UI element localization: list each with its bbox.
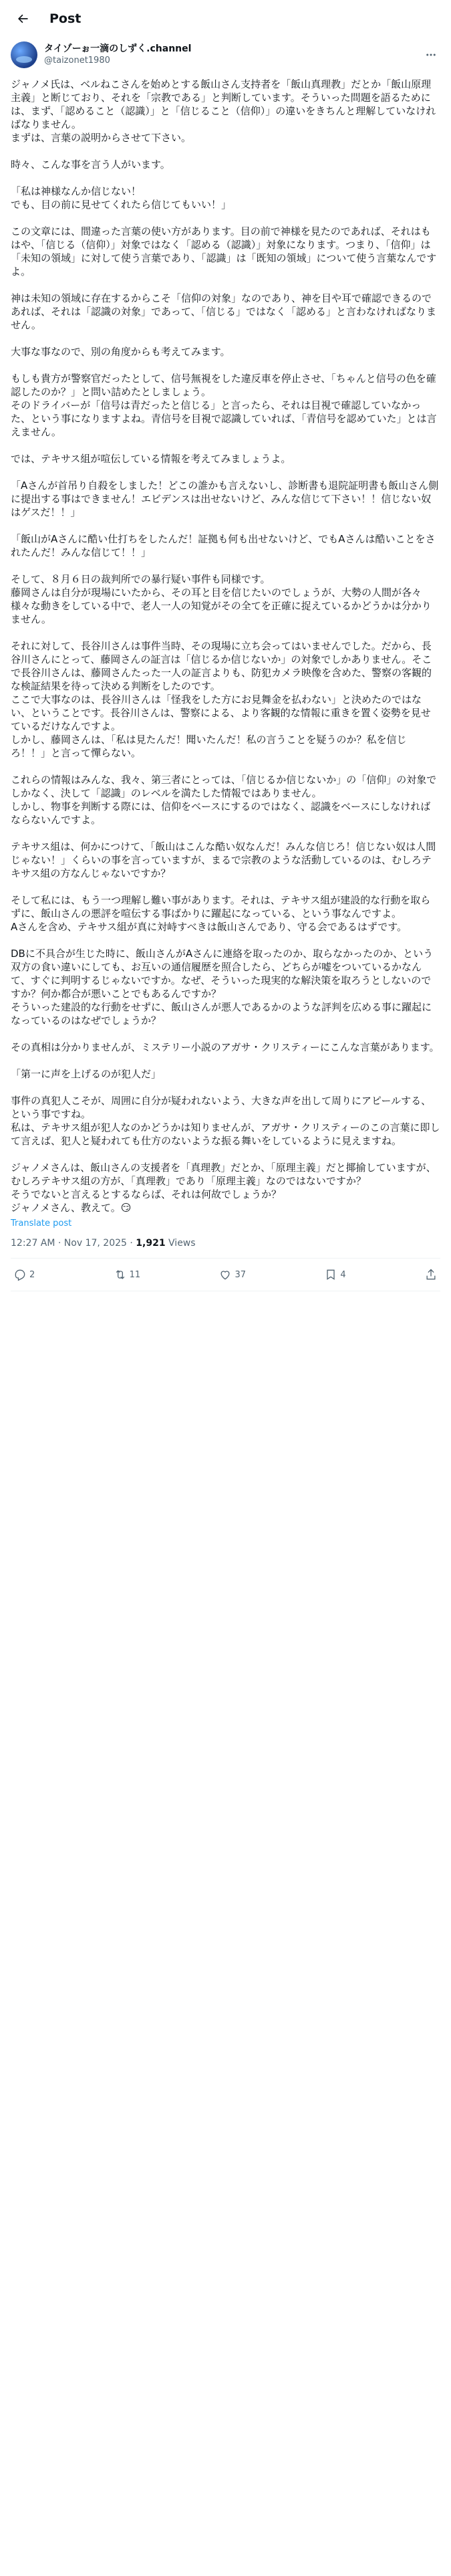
author-meta	[44, 43, 422, 66]
post-paragraph: テキサス組は、何かにつけて、「飯山はこんな酷い奴なんだ！みんな信じろ！信じない奴は人間じゃない！」くらいの事を言っていますが、まるで宗教のような活動しているのは、むしろテキサス組の方なんじゃないですか？	[11, 841, 436, 879]
repost-icon	[114, 1268, 127, 1281]
top-bar	[0, 0, 451, 37]
post-paragraph: ジャノメ氏は、ベルねこさんを始めとする飯山さん支持者を「飯山真理教」だとか「飯山原理主義」と断じており、それを「宗教である」と判断しています。そういった問題を語るためには、まず、「認めること（認識）」と「信じること（信仰）」の違いをきちんと理解していなければなりません。 まずは、言葉の説明からさせて下さい。	[11, 78, 436, 144]
post-paragraph: では、テキサス組が喧伝している情報を考えてみましょうよ。	[11, 453, 291, 465]
reply-icon	[13, 1268, 27, 1281]
more-options-button[interactable]	[422, 45, 440, 64]
post	[0, 37, 451, 1291]
arrow-left-icon	[16, 12, 29, 25]
back-button[interactable]	[11, 7, 35, 31]
heart-icon	[218, 1268, 232, 1281]
author-display-name[interactable]: タイゾーぉ一滴のしずく.channel	[44, 43, 192, 54]
post-paragraph: 神は未知の領域に存在するからこそ「信仰の対象」なのであり、神を目や耳で確認できるのであれば、それは「認識の対象」であって、「信じる」ではなく「認める」と言わなければなりません。	[11, 292, 437, 331]
meta-separator: ·	[126, 1238, 136, 1249]
avatar[interactable]	[11, 41, 37, 68]
post-timestamp[interactable]: 12:27 AM · Nov 17, 2025	[11, 1238, 127, 1249]
like-count: 37	[235, 1269, 247, 1280]
author-row	[11, 37, 440, 72]
post-paragraph: 事件の真犯人こそが、周囲に自分が疑われないよう、大きな声を出して周りにアピールする、という事ですね。 私は、テキサス組が犯人なのかどうかは知りませんが、アガサ・クリスティーのこの言葉に即して言えば、犯人と疑われても仕方のないような振る舞いをしているように見えますね。	[11, 1095, 440, 1147]
post-paragraph: 「Aさんが首吊り自殺をしました！どこの誰かも言えないし、診断書も退院証明書も飯山さん側に提出する事はできません！エビデンスは出せないけど、みんな信じて下さい！！信じない奴はゲスだ！！」	[11, 479, 439, 518]
views-count: 1,921	[136, 1238, 166, 1249]
page-title: Post	[49, 11, 82, 26]
repost-button[interactable]	[114, 1268, 141, 1281]
post-paragraph: その真相は分かりませんが、ミステリー小説のアガサ・クリスティーにこんな言葉があります。	[11, 1041, 440, 1053]
bookmark-count: 4	[340, 1269, 346, 1280]
action-bar	[11, 1259, 440, 1291]
views-label: Views	[165, 1238, 196, 1249]
post-paragraph: 「第一に声を上げるのが犯人だ」	[11, 1068, 162, 1080]
post-paragraph: この文章には、間違った言葉の使い方があります。目の前で神様を見たのであれば、それはもはや、「信じる（信仰）」対象ではなく「認める（認識）」対象になります。つまり、「信仰」は「未知の領域」に対して使う言葉であり、「認識」は「既知の領域」について使う言葉なんですよ。	[11, 225, 437, 278]
post-paragraph: もしも貴方が警察官だったとして、信号無視をした違反車を停止させ、「ちゃんと信号の色を確認したのか？」と問い詰めたとしましょう。 そのドライバーが「信号は青だったと信じる」と言ったら、それは目視で確認していなかった、という事になりますよね。青信号を目視で認識していれば、「青信号を認めていた」とは言えません。	[11, 372, 437, 438]
more-dots-icon	[425, 49, 437, 61]
post-paragraph: 「私は神様なんか信じない！ でも、目の前に見せてくれたら信じてもいい！」	[11, 185, 232, 211]
post-paragraph: 「飯山がAさんに酷い仕打ちをしたんだ！証拠も何も出せないけど、でもAさんは酷いことをされたんだ！みんな信じて！！」	[11, 533, 436, 558]
post-meta	[11, 1238, 440, 1259]
post-paragraph: ジャノメさんは、飯山さんの支援者を「真理教」だとか、「原理主義」だと揶揄していますが、むしろテキサス組の方が、「真理教」であり「原理主義」なのではないですか？ そうでないと言えるとするならば、それは何故でしょうか？ ジャノメさん、教えて。😏	[11, 1162, 436, 1214]
translate-post-link[interactable]: Translate post	[11, 1218, 72, 1228]
share-icon	[424, 1268, 438, 1281]
bookmark-button[interactable]	[324, 1268, 345, 1281]
post-paragraph: そして、８月６日の裁判所での暴行疑い事件も同様です。 藤岡さんは自分が現場にいたから、その耳と目を信じたいのでしょうが、大勢の人間が各々様々な動きをしている中で、老人一人の知覚がその全てを正確に捉えているかどうかは分かりません。	[11, 573, 432, 625]
share-button[interactable]	[424, 1268, 438, 1281]
post-body	[11, 78, 440, 1214]
post-paragraph: 大事な事なので、別の角度からも考えてみます。	[11, 346, 231, 358]
post-paragraph: それに対して、長谷川さんは事件当時、その現場に立ち会ってはいませんでした。だから、長谷川さんにとって、藤岡さんの証言は「信じるか信じないか」の対象でしかありません。そこで長谷川さんは、藤岡さんたった一人の証言よりも、防犯カメラ映像を含めた、警察の客観的な検証結果を待って決める判断をしたのです。 ここで大事なのは、長谷川さんは「怪我をした方にお見舞金を払わない」と決めたのではない、ということです。長谷川さんは、警察による、より客観的な情報に重きを置く姿勢を見せているだけなんですよ。 しかし、藤岡さんは、「私は見たんだ！聞いたんだ！私の言うことを疑うのか？私を信じろ！！」と言って憚らない。	[11, 640, 432, 759]
post-paragraph: 時々、こんな事を言う人がいます。	[11, 158, 170, 171]
reply-button[interactable]	[13, 1268, 35, 1281]
like-button[interactable]	[218, 1268, 246, 1281]
bookmark-icon	[324, 1268, 337, 1281]
reply-count: 2	[29, 1269, 35, 1280]
post-paragraph: そして私には、もう一つ理解し難い事があります。それは、テキサス組が建設的な行動を取らずに、飯山さんの悪評を喧伝する事ばかりに躍起になっている、という事なんですよ。 Aさんを含め、テキサス組が真に対峙すべきは飯山さんであり、守る会であるはずです。	[11, 894, 431, 933]
repost-count: 11	[129, 1269, 141, 1280]
post-paragraph: DBに不具合が生じた時に、飯山さんがAさんに連絡を取ったのか、取らなかったのか、という双方の食い違いにしても、お互いの通信履歴を照合したら、どちらが嘘をついているかなんて、すぐに判明するじゃないですか。なぜ、そういった現実的な解決策を取ろうとしないのですか？何か都合が悪いことでもあるんですか？ そういった建設的な行動をせずに、飯山さんが悪人であるかのような評判を広める事に躍起になっているのはなぜでしょうか？	[11, 948, 434, 1027]
author-handle[interactable]: @taizonet1980	[44, 56, 110, 66]
post-paragraph: これらの情報はみんな、我々、第三者にとっては、「信じるか信じないか」の「信仰」の対象でしかなく、決して「認識」のレベルを満たした情報ではありません。 しかし、物事を判断する際には、信仰をベースにするのではなく、認識をベースにしなければならないんですよ。	[11, 774, 437, 826]
